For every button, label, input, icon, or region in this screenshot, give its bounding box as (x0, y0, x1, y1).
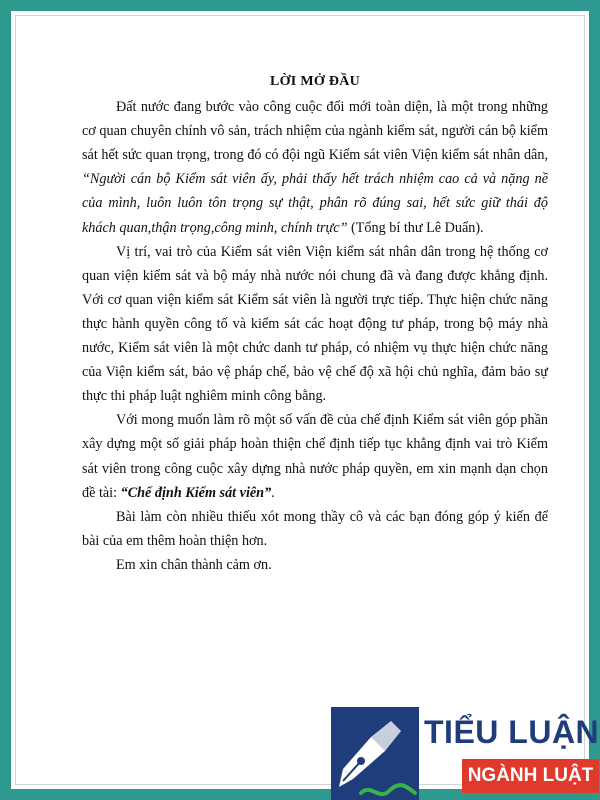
logo-subtitle: NGÀNH LUẬT (462, 759, 599, 793)
paragraph-1-text: Đất nước đang bước vào công cuộc đổi mới toàn diện, là một trong những cơ quan chuyên chính vô sản, trách nhiệm của ngành kiểm sát, người cán bộ kiểm sát hết sức quan trọng, trong đó có đội ngũ Kiểm sát viên Viện kiểm sát nhân dân, (82, 99, 548, 164)
document-body (82, 70, 548, 577)
paragraph-5: Em xin chân thành cảm ơn. (116, 556, 272, 573)
paragraph-3-end: . (271, 484, 275, 501)
paragraph-2: Vị trí, vai trò của Kiểm sát viên Viện kiểm sát nhân dân trong hệ thống cơ quan viện kiểm sát và bộ máy nhà nước nói chung đã và đang được khẳng định. Với cơ quan viện kiểm sát Kiểm sát viên là người trực tiếp. Thực hiện chức năng thực hành quyền công tố và kiểm sát các hoạt động tư pháp, trong bộ máy nhà nước, Kiểm sát viên là một chức danh tư pháp, có nhiệm vụ thực hiện chức năng của Viện kiểm sát, bảo vệ pháp chế, bảo vệ chế độ xã hội chủ nghĩa, đảm bảo sự thực thi pháp luật nghiêm minh công bằng. (82, 243, 548, 405)
quote-text: “Người cán bộ Kiểm sát viên ấy, phải thấy hết trách nhiệm cao cả và nặng nề của mình, luôn luôn tôn trọng sự thật, phân rõ đúng sai, hết sức giữ thái độ khách quan,thận trọng,công minh, chính trực” (82, 171, 548, 236)
quote-source: (Tổng bí thư Lê Duẩn). (347, 219, 484, 236)
paragraph-4: Bài làm còn nhiều thiếu xót mong thầy cô và các bạn đóng góp ý kiến để bài của em thêm hoàn thiện hơn. (82, 508, 548, 549)
paragraph-1 (82, 95, 548, 240)
logo-title: TIỂU LUẬN (424, 714, 600, 750)
fountain-pen-icon (331, 707, 419, 800)
document-title: LỜI MỞ ĐẦU (269, 74, 361, 89)
paragraph-3-text: Với mong muốn làm rõ một số vấn đề của chế định Kiểm sát viên góp phần xây dựng một số giải pháp hoàn thiện chế định tiếp tục khẳng định vai trò Kiểm sát viên trong công cuộc xây dựng nhà nước pháp quyền, em xin mạnh dạn chọn đề tài: (82, 412, 548, 501)
paragraph-3 (82, 408, 548, 504)
site-logo (331, 707, 599, 800)
topic-title: “Chế định Kiểm sát viên” (120, 484, 272, 501)
